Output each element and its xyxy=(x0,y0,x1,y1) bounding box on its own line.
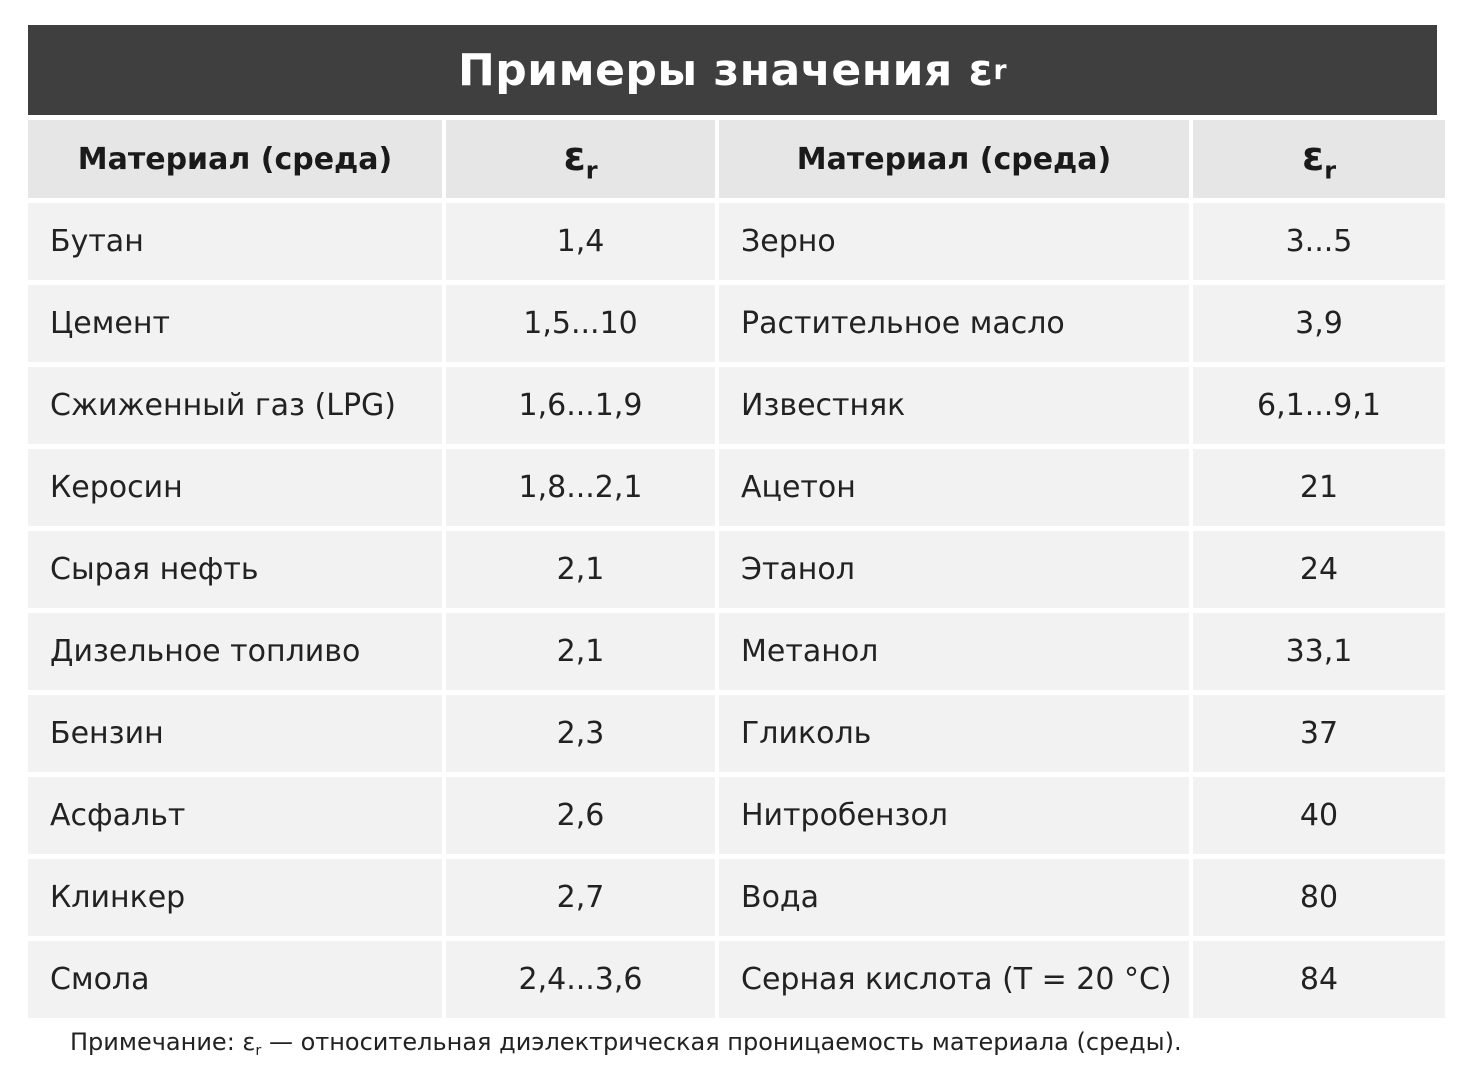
left-material-cell: Сырая нефть xyxy=(28,531,442,608)
left-value-cell: 1,5...10 xyxy=(446,285,715,362)
left-value-cell: 2,1 xyxy=(446,531,715,608)
table-body xyxy=(28,203,1445,1018)
right-material-cell: Известняк xyxy=(719,367,1189,444)
table-row xyxy=(28,941,1445,1018)
table-row xyxy=(28,859,1445,936)
table-row xyxy=(28,613,1445,690)
right-material-cell: Гликоль xyxy=(719,695,1189,772)
right-material-cell: Ацетон xyxy=(719,449,1189,526)
footnote-subscript: r xyxy=(255,1043,262,1060)
left-material-cell: Асфальт xyxy=(28,777,442,854)
right-material-cell: Метанол xyxy=(719,613,1189,690)
right-material-cell: Растительное масло xyxy=(719,285,1189,362)
right-material-cell: Этанол xyxy=(719,531,1189,608)
left-material-cell: Бутан xyxy=(28,203,442,280)
right-value-cell: 24 xyxy=(1193,531,1445,608)
left-material-cell: Цемент xyxy=(28,285,442,362)
left-value-cell: 1,8...2,1 xyxy=(446,449,715,526)
table-row xyxy=(28,777,1445,854)
right-value-cell: 37 xyxy=(1193,695,1445,772)
left-value-cell: 1,6...1,9 xyxy=(446,367,715,444)
table-title xyxy=(28,25,1437,115)
table-row xyxy=(28,367,1445,444)
right-material-cell: Серная кислота (T = 20 °C) xyxy=(719,941,1189,1018)
table-title-text: Примеры значения ε xyxy=(457,44,994,96)
header-eps-right: $\varepsilon_r$ xyxy=(1193,120,1445,198)
left-value-cell: 2,3 xyxy=(446,695,715,772)
permittivity-table xyxy=(24,115,1449,1023)
right-material-cell: Вода xyxy=(719,859,1189,936)
table-row xyxy=(28,531,1445,608)
left-material-cell: Сжиженный газ (LPG) xyxy=(28,367,442,444)
left-value-cell: 2,6 xyxy=(446,777,715,854)
left-material-cell: Смола xyxy=(28,941,442,1018)
left-material-cell: Бензин xyxy=(28,695,442,772)
right-material-cell: Нитробензол xyxy=(719,777,1189,854)
right-value-cell: 84 xyxy=(1193,941,1445,1018)
left-value-cell: 2,1 xyxy=(446,613,715,690)
table-row xyxy=(28,695,1445,772)
right-value-cell: 6,1...9,1 xyxy=(1193,367,1445,444)
left-value-cell: 2,4...3,6 xyxy=(446,941,715,1018)
table-title-subscript: r xyxy=(993,54,1008,86)
table-row xyxy=(28,285,1445,362)
header-material-right: Материал (среда) xyxy=(719,120,1189,198)
left-value-cell: 2,7 xyxy=(446,859,715,936)
right-value-cell: 3...5 xyxy=(1193,203,1445,280)
right-material-cell: Зерно xyxy=(719,203,1189,280)
footnote xyxy=(70,1028,1182,1059)
right-value-cell: 80 xyxy=(1193,859,1445,936)
table-row xyxy=(28,449,1445,526)
left-material-cell: Дизельное топливо xyxy=(28,613,442,690)
left-value-cell: 1,4 xyxy=(446,203,715,280)
header-eps-left: $\varepsilon_r$ xyxy=(446,120,715,198)
right-value-cell: 21 xyxy=(1193,449,1445,526)
header-material-left: Материал (среда) xyxy=(28,120,442,198)
right-value-cell: 40 xyxy=(1193,777,1445,854)
table-row xyxy=(28,203,1445,280)
left-material-cell: Клинкер xyxy=(28,859,442,936)
header-row xyxy=(28,120,1445,198)
right-value-cell: 33,1 xyxy=(1193,613,1445,690)
footnote-text: — относительная диэлектрическая проницаемость материала (среды). xyxy=(261,1028,1182,1056)
left-material-cell: Керосин xyxy=(28,449,442,526)
right-value-cell: 3,9 xyxy=(1193,285,1445,362)
footnote-prefix: Примечание: ε xyxy=(70,1028,256,1056)
